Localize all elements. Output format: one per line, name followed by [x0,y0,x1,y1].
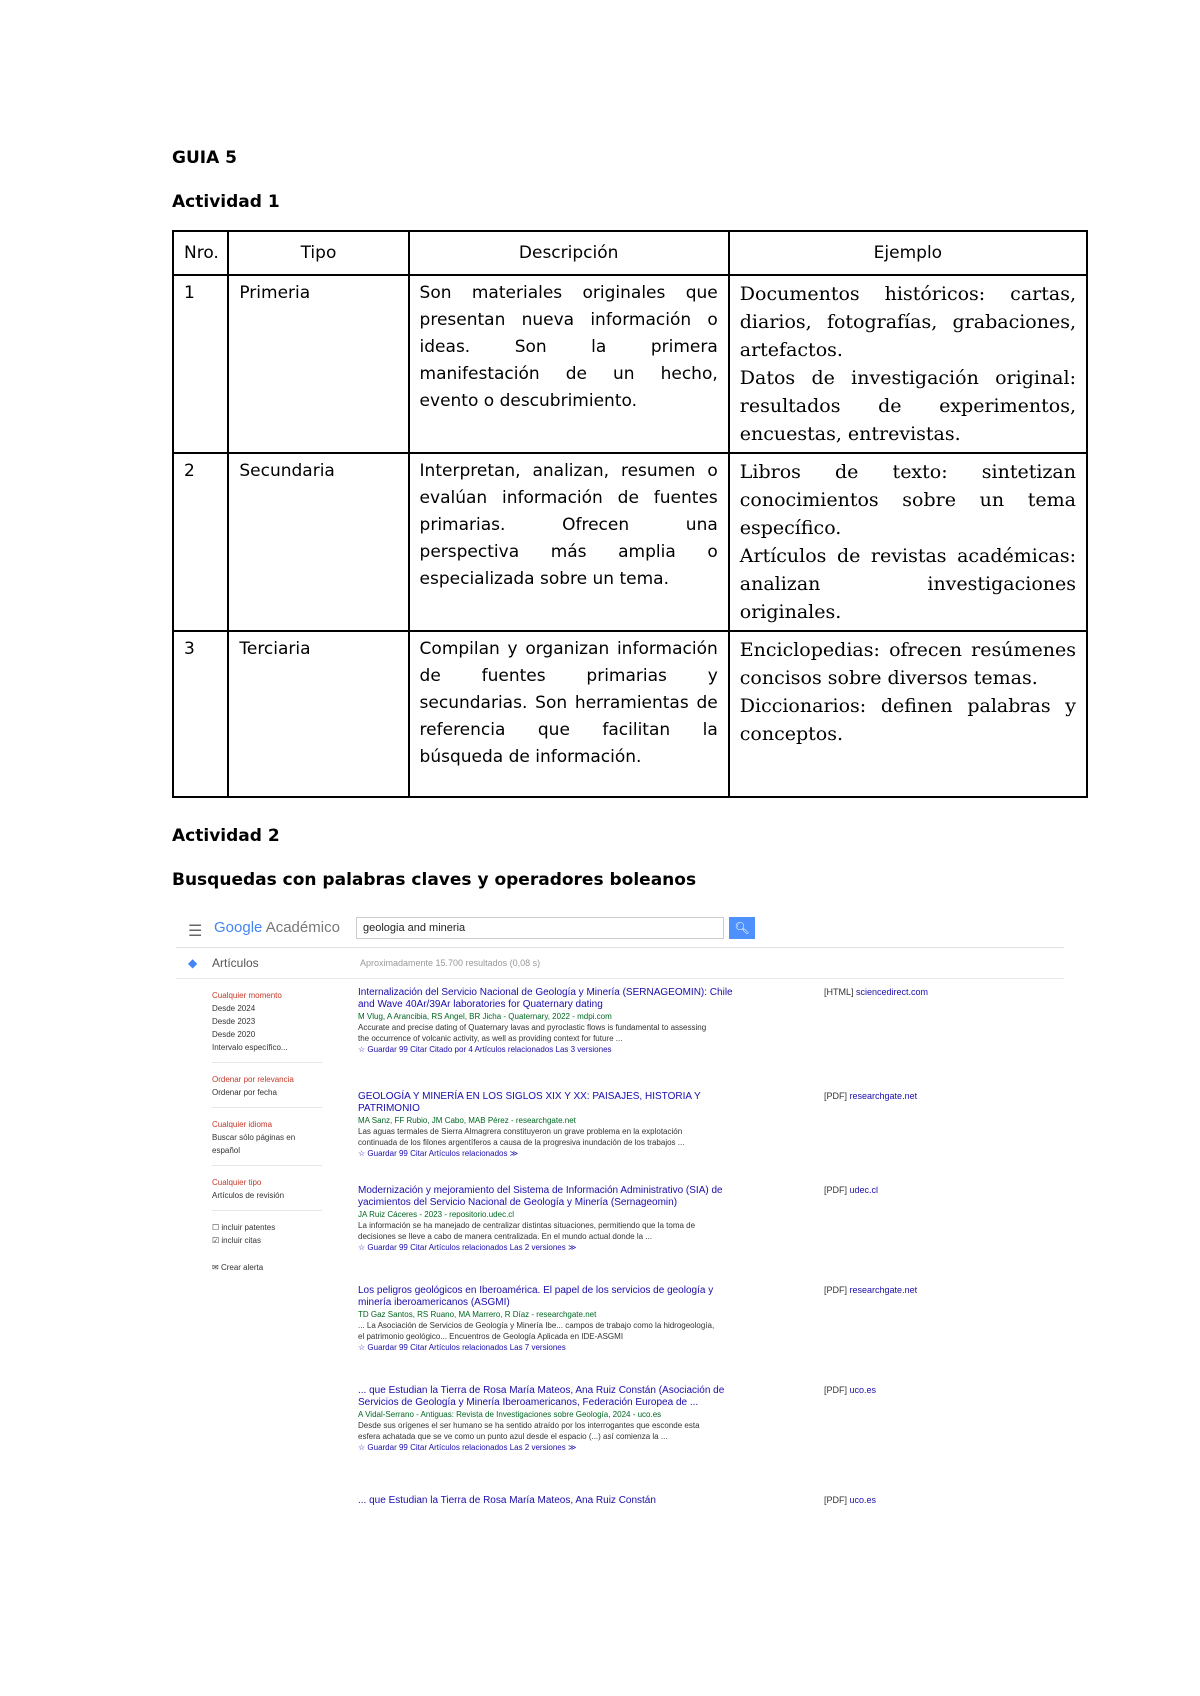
google-scholar-screenshot [176,913,1064,1525]
example-line: Enciclopedias: ofrecen resúmenes concisos sobre diversos temas. [739,639,1076,689]
type-any[interactable]: Cualquier tipo [212,1178,262,1187]
activity-1-heading: Actividad 1 [172,192,280,212]
include-citations-checkbox[interactable]: ☑ incluir citas [212,1236,261,1245]
search-input[interactable]: geologia and mineria [356,917,724,939]
lang-any[interactable]: Cualquier idioma [212,1120,273,1129]
cell-nro: 3 [173,631,228,797]
result-title[interactable]: GEOLOGÍA Y MINERÍA EN LOS SIGLOS XIX Y XX: PAISAJES, HISTORIA Y PATRIMONIO [358,1091,701,1114]
activity-2-subtitle: Busquedas con palabras claves y operadores boleanos [172,870,697,890]
result-snippet: ... La Asociación de Servicios de Geología y Minería Ibe... campos de trabajo como la hidrogeología, el patrimonio geológico... Encuentros de Geología Aplicada en IDE-ASGMI [358,1321,715,1341]
result-snippet: Accurate and precise dating of Quaternary lavas and pyroclastic flows is fundamental to assessing the occurrence of volcanic activity, as well as providing context for future ... [358,1023,707,1043]
result-title[interactable]: Modernización y mejoramiento del Sistema de Información Administrativo (SIA) de yacimientos del Servicio Nacional de Geología y Minería (Sernageomin) [358,1185,723,1208]
header-tipo: Tipo [228,231,408,275]
cell-descripcion: Compilan y organizan información de fuentes primarias y secundarias. Son herramientas de referencia que facilitan la búsqueda de información. [409,631,729,797]
sort-relevance[interactable]: Ordenar por relevancia [212,1075,294,1084]
example-line: Documentos históricos: cartas, diarios, fotografías, grabaciones, artefactos. [739,283,1076,361]
language-filter [212,1114,322,1166]
result-title[interactable]: Internalización del Servicio Nacional de Geología y Minería (SERNAGEOMIN): Chile and Wave 40Ar/39Ar laboratories for Quaternary dating [358,987,733,1010]
header-nro: Nro. [173,231,228,275]
cell-ejemplo [729,631,1087,797]
result-links[interactable]: ☆ Guardar 99 Citar Artículos relacionados ≫ [358,1149,519,1158]
table-row [173,275,1087,453]
filter-since-2020[interactable]: Desde 2020 [212,1030,256,1039]
cell-tipo: Primeria [228,275,408,453]
result-source[interactable]: [PDF] uco.es [824,1385,877,1395]
articles-icon: ◆ [188,956,198,970]
example-line: Libros de texto: sintetizan conocimientos sobre un tema específico. [739,461,1076,539]
result-authors: MA Sanz, FF Rubio, JM Cabo, MAB Pérez - researchgate.net [358,1116,576,1125]
type-review[interactable]: Artículos de revisión [212,1191,285,1200]
list-item [358,1495,968,1525]
menu-icon[interactable]: ☰ [188,923,203,940]
list-item [358,1091,968,1185]
type-filter [212,1172,322,1211]
filter-any-time[interactable]: Cualquier momento [212,991,282,1000]
results-list [358,987,968,1525]
cell-nro: 2 [173,453,228,631]
cell-descripcion: Son materiales originales que presentan nueva información o ideas. Son la primera manifestación de un hecho, evento o descubrimiento. [409,275,729,453]
result-source[interactable]: [PDF] uco.es [824,1495,877,1505]
mail-icon: ✉ [212,1263,219,1272]
cell-ejemplo [729,453,1087,631]
result-title[interactable]: Los peligros geológicos en Iberoamérica. El papel de los servicios de geología y minería iberoamericanos (ASGMI) [358,1285,714,1308]
result-authors: JA Ruiz Cáceres - 2023 - repositorio.udec.cl [358,1210,515,1219]
filter-since-2024[interactable]: Desde 2024 [212,1004,256,1013]
list-item [358,1385,968,1495]
cell-nro: 1 [173,275,228,453]
result-title[interactable]: ... que Estudian la Tierra de Rosa María Mateos, Ana Ruiz Constán (Asociación de Servicios de Geología y Minería Iberoamericanos, Federación Europea de ... [358,1385,725,1408]
cell-tipo: Secundaria [228,453,408,631]
result-title[interactable]: ... que Estudian la Tierra de Rosa María Mateos, Ana Ruiz Constán [358,1495,656,1506]
lang-spanish[interactable]: Buscar sólo páginas en español [212,1133,296,1155]
result-links[interactable]: ☆ Guardar 99 Citar Artículos relacionados Las 2 versiones ≫ [358,1443,577,1452]
list-item [358,1285,968,1385]
result-source[interactable]: [PDF] researchgate.net [824,1285,918,1295]
cell-tipo: Terciaria [228,631,408,797]
scholar-sidebar [212,985,322,1274]
activity-2-heading: Actividad 2 [172,826,280,846]
time-filter [212,985,322,1063]
include-patents-checkbox[interactable]: ☐ incluir patentes [212,1223,276,1232]
table-row [173,631,1087,797]
include-options [212,1217,322,1255]
document-title: GUIA 5 [172,148,237,168]
table-header-row [173,231,1087,275]
example-line: Datos de investigación original: resultados de experimentos, encuestas, entrevistas. [739,367,1076,445]
sort-date[interactable]: Ordenar por fecha [212,1088,277,1097]
search-button[interactable] [729,917,755,939]
scholar-logo[interactable]: Google Académico [214,919,340,936]
result-source[interactable]: [PDF] researchgate.net [824,1091,918,1101]
result-count: Aproximadamente 15.700 resultados (0,08 s) [360,958,541,968]
create-alert-button[interactable]: ✉ Crear alerta [212,1263,264,1272]
result-snippet: La información se ha manejado de centralizar distintas situaciones, permitiendo que la toma de decisiones se lleve a cabo de manera centralizada. En el mundo actual donde la ... [358,1221,696,1241]
result-snippet: Las aguas termales de Sierra Almagrera constituyeron un grave problema en la explotación continuada de los filones argentíferos a causa de la progresiva inundación de los trabajos ... [358,1127,685,1147]
filter-since-2023[interactable]: Desde 2023 [212,1017,256,1026]
scholar-subheader [176,948,1064,979]
scholar-header [176,913,1064,948]
result-snippet: Desde sus orígenes el ser humano se ha sentido atraído por los interrogantes que esconde esta esfera achatada que se ve como un punto azul desde el espacio (...) así comienza la ... [358,1421,700,1441]
result-source[interactable]: [PDF] udec.cl [824,1185,879,1195]
example-line: Diccionarios: definen palabras y conceptos. [739,695,1076,745]
table-row [173,453,1087,631]
result-authors: A Vidal-Serrano - Antiguas: Revista de Investigaciones sobre Geología, 2024 - uco.es [358,1410,662,1419]
source-types-table [172,230,1088,798]
tab-articles[interactable]: Artículos [212,956,259,970]
sort-filter [212,1069,322,1108]
header-ejemplo: Ejemplo [729,231,1087,275]
cell-descripcion: Interpretan, analizan, resumen o evalúan información de fuentes primarias. Ofrecen una perspectiva más amplia o especializada sobre un tema. [409,453,729,631]
search-icon: 🔍︎ [734,921,750,935]
result-authors: TD Gaz Santos, RS Ruano, MA Marrero, R Díaz - researchgate.net [358,1310,597,1319]
list-item [358,1185,968,1285]
result-links[interactable]: ☆ Guardar 99 Citar Artículos relacionados Las 2 versiones ≫ [358,1243,577,1252]
cell-ejemplo [729,275,1087,453]
result-source[interactable]: [HTML] sciencedirect.com [824,987,929,997]
filter-custom-range[interactable]: Intervalo específico... [212,1043,288,1052]
result-links[interactable]: ☆ Guardar 99 Citar Artículos relacionados Las 7 versiones [358,1343,566,1352]
example-line: Artículos de revistas académicas: analizan investigaciones originales. [739,545,1076,623]
result-authors: M Vlug, A Arancibia, RS Angel, BR Jicha - Quaternary, 2022 - mdpi.com [358,1012,612,1021]
result-links[interactable]: ☆ Guardar 99 Citar Citado por 4 Artículos relacionados Las 3 versiones [358,1045,612,1054]
list-item [358,987,968,1091]
header-descripcion: Descripción [409,231,729,275]
